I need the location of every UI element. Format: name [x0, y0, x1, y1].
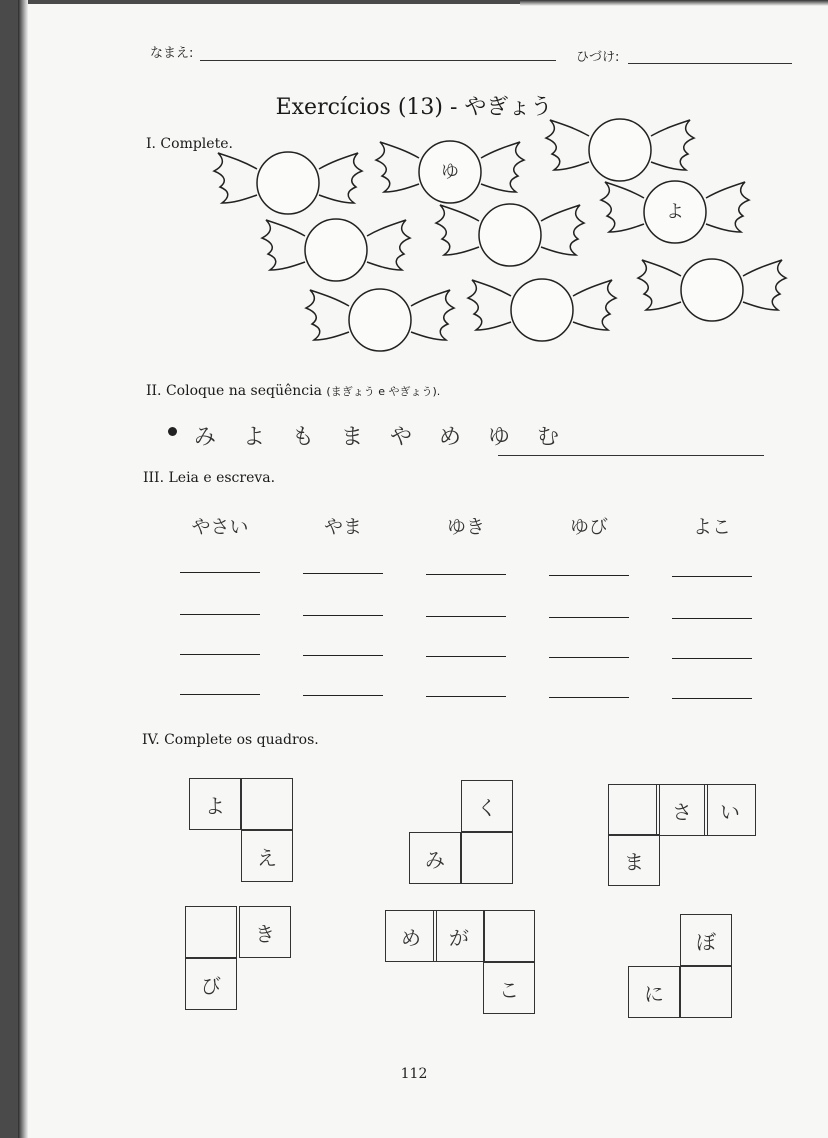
puzzle-blank-cell[interactable]: [461, 832, 513, 884]
puzzle-cell: め: [385, 910, 437, 962]
puzzle-cell: さ: [656, 784, 708, 836]
puzzle-cell: い: [704, 784, 756, 836]
word-4: ゆび: [569, 516, 608, 538]
sequence-answer-line[interactable]: [498, 455, 764, 456]
writing-line[interactable]: [426, 696, 506, 697]
word-3: ゆき: [446, 516, 485, 538]
word-5: よこ: [692, 516, 731, 538]
writing-line[interactable]: [303, 615, 383, 616]
writing-line[interactable]: [180, 614, 260, 615]
writing-line[interactable]: [672, 618, 752, 619]
candy-wrapper-left: [546, 120, 589, 170]
writing-line[interactable]: [180, 694, 260, 695]
candy-5[interactable]: [436, 204, 584, 266]
candy-1[interactable]: [214, 152, 362, 214]
candy-wrapper-right: [541, 205, 584, 255]
candy-wrapper-left: [214, 153, 257, 203]
candy-circle[interactable]: [681, 259, 743, 321]
candy-wrapper-left: [601, 182, 644, 232]
candy-circle[interactable]: [511, 279, 573, 341]
writing-line[interactable]: [303, 573, 383, 574]
candy-wrapper-left: [638, 260, 681, 310]
puzzle-blank-cell[interactable]: [608, 784, 660, 836]
puzzle-cell: び: [185, 958, 237, 1010]
candy-wrapper-right: [411, 290, 454, 340]
candy-3[interactable]: [546, 119, 694, 181]
puzzle-cell: み: [409, 832, 461, 884]
puzzle-cell: こ: [483, 962, 535, 1014]
puzzle-blank-cell[interactable]: [680, 966, 732, 1018]
candy-wrapper-right: [319, 153, 362, 203]
word-1: やさい: [191, 516, 249, 538]
page-title: Exercícios (13) - やぎょう: [275, 95, 553, 120]
candy-wrapper-left: [262, 220, 305, 270]
date-label: ひづけ:: [576, 50, 620, 65]
writing-line[interactable]: [672, 576, 752, 577]
candy-8[interactable]: [468, 279, 616, 341]
candy-circle[interactable]: [257, 152, 319, 214]
name-label: なまえ:: [150, 46, 194, 61]
puzzle-cell: き: [239, 906, 291, 958]
candy-wrapper-left: [376, 142, 419, 192]
writing-line[interactable]: [303, 695, 383, 696]
candy-wrapper-right: [573, 280, 616, 330]
sequence-bullet: [168, 427, 177, 436]
candy-7[interactable]: [306, 289, 454, 351]
writing-line[interactable]: [672, 658, 752, 659]
writing-line[interactable]: [549, 575, 629, 576]
hiragana-sequence: み よ も ま や め ゆ む: [194, 425, 569, 450]
section-2-heading: II. Coloque na seqüência (まぎょう e やぎょう).: [146, 383, 441, 399]
candy-6[interactable]: [601, 181, 749, 243]
puzzle-blank-cell[interactable]: [241, 778, 293, 830]
writing-line[interactable]: [180, 572, 260, 573]
candy-wrapper-right: [367, 220, 410, 270]
puzzle-cell: が: [433, 910, 485, 962]
writing-line[interactable]: [303, 655, 383, 656]
puzzle-cell: ぼ: [680, 914, 732, 966]
section-4-heading: IV. Complete os quadros.: [142, 732, 319, 748]
candy-circle[interactable]: [479, 204, 541, 266]
writing-line[interactable]: [672, 698, 752, 699]
candy-wrapper-left: [468, 280, 511, 330]
writing-line[interactable]: [180, 654, 260, 655]
candy-letter: よ: [666, 201, 684, 223]
puzzle-cell: く: [461, 780, 513, 832]
word-2: やま: [323, 516, 362, 538]
candy-wrapper-left: [306, 290, 349, 340]
candy-letter: ゆ: [441, 161, 459, 183]
writing-line[interactable]: [426, 656, 506, 657]
writing-line[interactable]: [426, 574, 506, 575]
candy-circle[interactable]: [589, 119, 651, 181]
writing-line[interactable]: [549, 657, 629, 658]
candy-wrapper-right: [481, 142, 524, 192]
candy-9[interactable]: [638, 259, 786, 321]
candy-wrapper-left: [436, 205, 479, 255]
puzzle-cell: ま: [608, 834, 660, 886]
page-number: 112: [400, 1066, 428, 1082]
puzzle-blank-cell[interactable]: [483, 910, 535, 962]
candy-4[interactable]: [262, 219, 410, 281]
candy-wrapper-right: [651, 120, 694, 170]
section-3-heading: III. Leia e escreva.: [143, 470, 276, 486]
puzzle-blank-cell[interactable]: [185, 906, 237, 958]
puzzle-cell: に: [628, 966, 680, 1018]
candy-2[interactable]: [376, 141, 524, 203]
writing-line[interactable]: [549, 617, 629, 618]
puzzle-cell: よ: [189, 778, 241, 830]
candy-illustrations: [0, 0, 828, 380]
writing-line[interactable]: [426, 616, 506, 617]
candy-wrapper-right: [743, 260, 786, 310]
puzzle-cell: え: [241, 830, 293, 882]
section-1-heading: I. Complete.: [146, 136, 233, 152]
writing-line[interactable]: [549, 697, 629, 698]
candy-circle[interactable]: [305, 219, 367, 281]
candy-wrapper-right: [706, 182, 749, 232]
candy-circle[interactable]: [349, 289, 411, 351]
